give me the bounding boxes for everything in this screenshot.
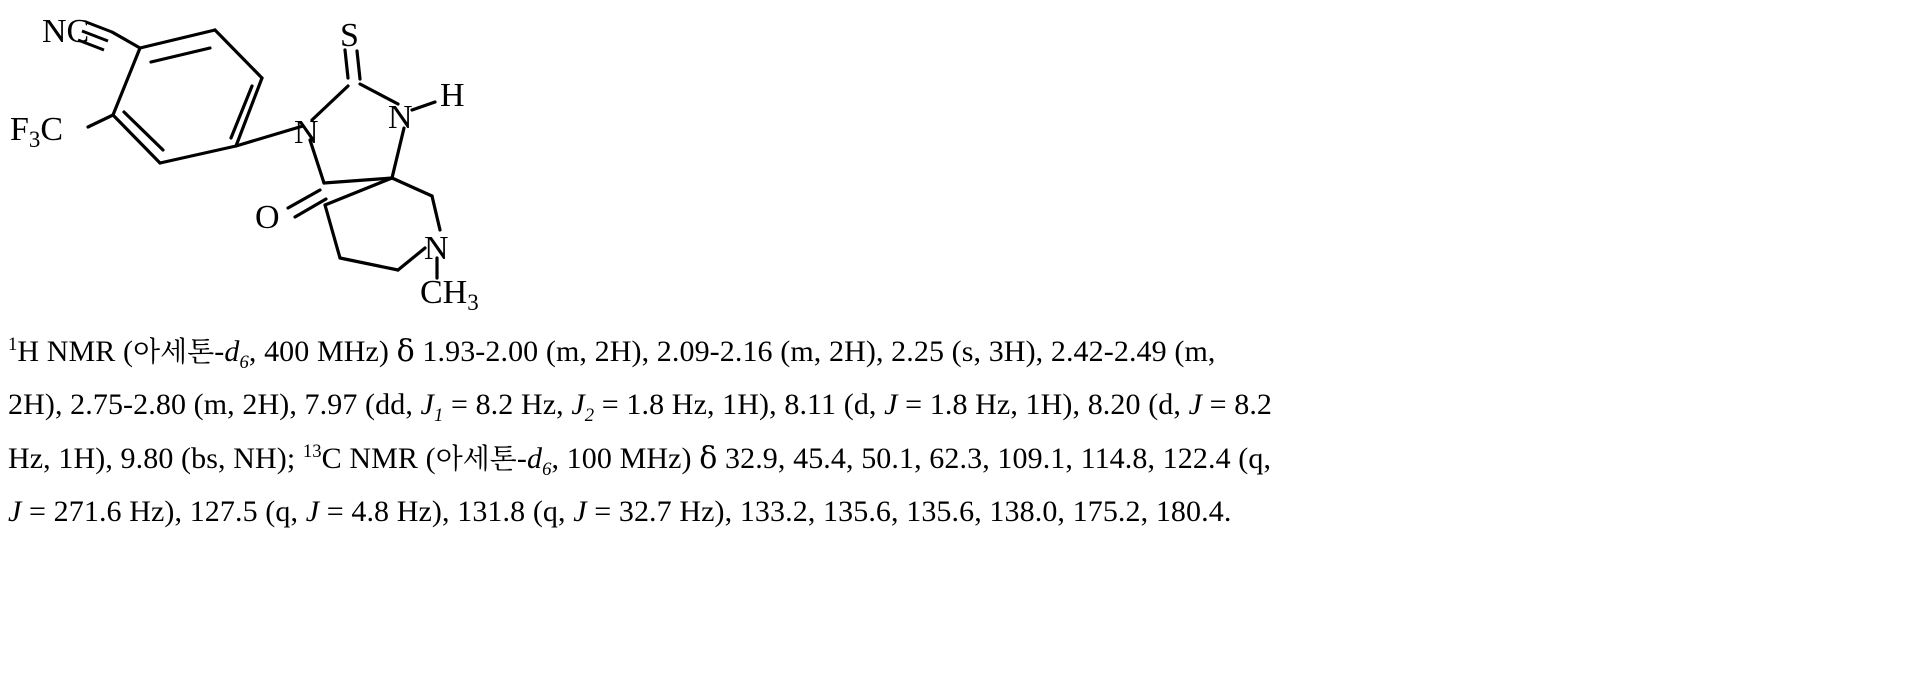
label-n-methyl: $CH_3$ — [420, 274, 479, 315]
solvent-korean-1: 아세톤 — [133, 335, 215, 368]
frequency-2: , 100 MHz) — [551, 441, 700, 475]
coupling-j2: J — [571, 388, 585, 422]
label-carbonyl-oxygen: O — [255, 199, 280, 236]
delta-symbol-1: δ — [396, 334, 415, 369]
label-thione-sulfur: S — [340, 17, 359, 54]
label-trifluoromethyl: $F_3C$ — [10, 111, 64, 152]
label-ring-nitrogen-1: N — [294, 114, 319, 151]
shift-values-3: 32.9, 45.4, 50.1, 62.3, 109.1, 114.8, 122.4 (q, — [717, 441, 1272, 475]
coupling-j6: J — [305, 495, 320, 529]
shift-values-2-pre: 2H), 2.75-2.80 (m, 2H), 7.97 (dd, — [8, 388, 421, 422]
nmr-line-4 — [8, 485, 1908, 538]
shift-values-4-mid1: = 271.6 Hz), 127.5 (q, — [21, 495, 306, 529]
nmr-line-3 — [8, 432, 1908, 485]
coupling-j4: J — [1188, 388, 1203, 422]
proton-superscript: 1 — [8, 334, 18, 355]
h-nmr-label: H NMR ( — [17, 335, 134, 368]
frequency-1: , 400 MHz) — [248, 335, 397, 368]
shift-values-1: 1.93-2.00 (m, 2H), 2.09-2.16 (m, 2H), 2.25 (s, 3H), 2.42-2.49 (m, — [414, 335, 1216, 368]
shift-values-2-mid2: = 1.8 Hz, 1H), 8.11 (d, — [594, 388, 885, 422]
label-nh-hydrogen: H — [440, 77, 465, 114]
shift-values-2-mid1: = 8.2 Hz, — [443, 388, 572, 422]
shift-values-4-tail: = 32.7 Hz), 133.2, 135.6, 135.6, 138.0, 175.2, 180.4. — [586, 495, 1232, 529]
coupling-j7: J — [573, 495, 587, 529]
coupling-j3: J — [884, 388, 898, 422]
coupling-j2-sub: 2 — [584, 405, 595, 427]
label-ring-nitrogen-3: N — [388, 99, 413, 136]
nmr-line-1 — [8, 325, 1908, 378]
coupling-j5: J — [8, 495, 22, 529]
delta-symbol-2: δ — [699, 440, 718, 476]
solvent-d-sub-2: 6 — [542, 458, 552, 480]
shift-values-3-pre: Hz, 1H), 9.80 (bs, NH); — [8, 441, 303, 475]
nmr-line-2 — [8, 378, 1908, 431]
chemical-structure-diagram — [0, 0, 760, 320]
solvent-d-sub-1: 6 — [239, 352, 249, 373]
coupling-j1-sub: 1 — [433, 405, 444, 427]
shift-values-2-tail: = 8.2 — [1202, 388, 1273, 422]
c-nmr-label: C NMR ( — [321, 441, 436, 475]
nmr-text-block — [8, 325, 1908, 539]
solvent-d-2: -d — [516, 441, 543, 475]
label-nitrile: NC — [42, 13, 90, 50]
solvent-korean-2: 아세톤 — [435, 441, 517, 475]
coupling-j1: J — [420, 388, 434, 422]
shift-values-2-mid3: = 1.8 Hz, 1H), 8.20 (d, — [897, 388, 1189, 422]
carbon-superscript: 13 — [302, 440, 322, 462]
solvent-d-1: -d — [214, 335, 240, 368]
shift-values-4-mid2: = 4.8 Hz), 131.8 (q, — [319, 495, 574, 529]
label-piperidine-nitrogen: N — [424, 230, 449, 267]
